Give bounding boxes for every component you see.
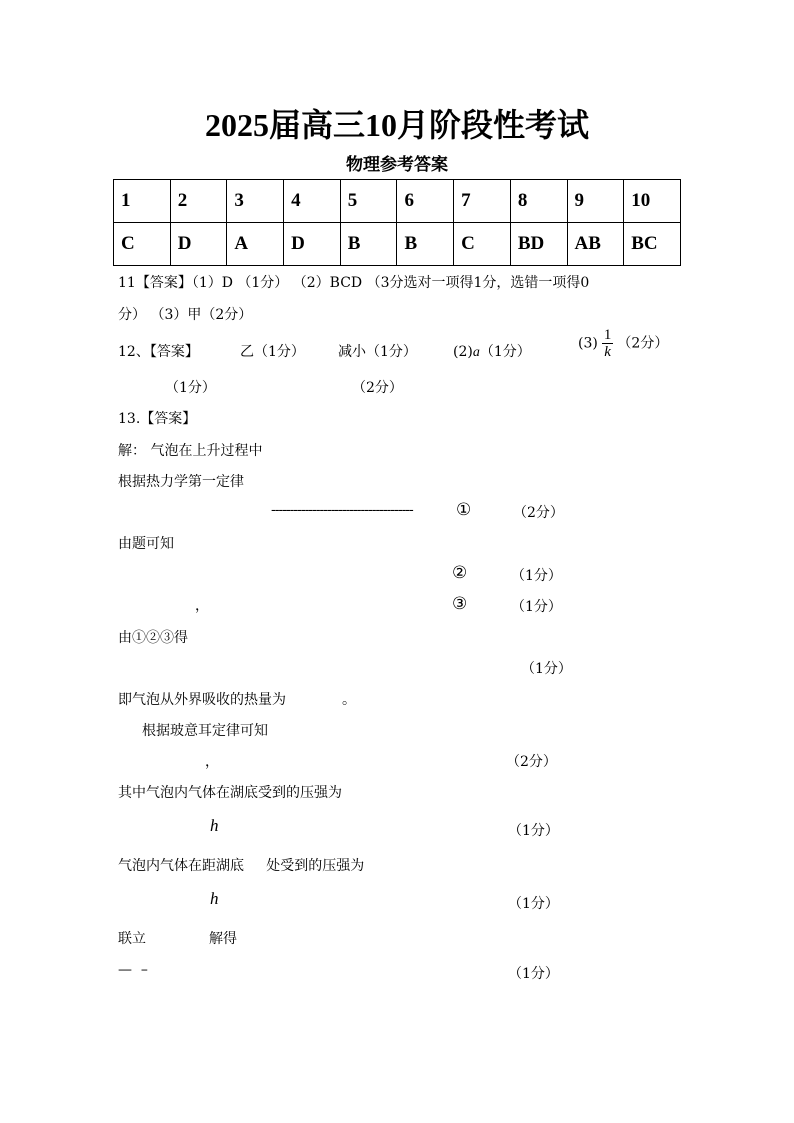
question-number: 7: [454, 180, 511, 223]
circled-3-mark: ③: [452, 594, 468, 614]
question-number: 8: [510, 180, 567, 223]
circled-1-mark: ①: [456, 500, 472, 520]
q13-score7: （1分）: [508, 896, 559, 912]
answer-cell: C: [114, 223, 171, 266]
answer-cell: B: [397, 223, 454, 266]
answer-table: [113, 179, 681, 266]
question-number: 2: [170, 180, 227, 223]
q12-part4: [578, 327, 668, 360]
answer-cell: BD: [510, 223, 567, 266]
q13-solve-line: 解： 气泡在上升过程中: [118, 443, 263, 459]
answer-cell: BC: [624, 223, 681, 266]
q12-part4-fraction: [602, 327, 613, 360]
page-subtitle: 物理参考答案: [346, 155, 448, 175]
q12-part1: 乙（1分）: [240, 344, 305, 360]
q12-part3-prefix: (2): [453, 344, 473, 360]
q13-score3: （1分）: [511, 599, 562, 615]
question-number: 6: [397, 180, 454, 223]
question-number: 4: [284, 180, 341, 223]
question-number: 9: [567, 180, 624, 223]
answer-table-number-row: [114, 180, 681, 223]
q13-score1: （2分）: [513, 505, 564, 521]
answer-cell: C: [454, 223, 511, 266]
q13-known: 由题可知: [118, 536, 174, 552]
q12-part2: 减小（1分）: [338, 344, 417, 360]
circled-2-mark: ②: [452, 563, 468, 583]
answer-table-answer-row: [114, 223, 681, 266]
q13-from-123: 由①②③得: [118, 630, 188, 646]
q13-combine: 联立: [118, 931, 146, 947]
q12-sub-score2: （2分）: [352, 380, 403, 396]
q13-score5: （2分）: [506, 754, 557, 770]
q13-boyle-law: 根据玻意耳定律可知: [142, 723, 268, 739]
q13-heat-absorbed: 即气泡从外界吸收的热量为: [118, 692, 286, 708]
question-number: 5: [340, 180, 397, 223]
q12-label: 12、【答案】: [118, 344, 199, 360]
q13-score6: （1分）: [508, 823, 559, 839]
page-title: 2025届高三10月阶段性考试: [204, 107, 589, 143]
q13-h-symbol2: h: [210, 889, 219, 908]
q12-part3: [453, 341, 531, 361]
q13-score2: （1分）: [511, 568, 562, 584]
q11-answer-line2: 分） （3）甲（2分）: [118, 307, 253, 323]
question-number: 1: [114, 180, 171, 223]
q13-score4: （1分）: [521, 661, 572, 677]
answer-cell: B: [340, 223, 397, 266]
answer-cell: D: [170, 223, 227, 266]
q13-dash-line: --------------------------------------: [271, 502, 413, 518]
answer-cell: D: [284, 223, 341, 266]
question-number: 10: [624, 180, 681, 223]
question-number: 3: [227, 180, 284, 223]
q13-h-symbol1: h: [210, 816, 219, 835]
q13-solve2: 解得: [209, 931, 237, 947]
q13-comma2: ，: [205, 754, 219, 770]
q12-part3-score: （1分）: [479, 344, 531, 360]
answer-cell: A: [227, 223, 284, 266]
q13-label: 13.【答案】: [118, 411, 197, 427]
q13-period: 。: [342, 692, 356, 708]
q11-answer-line1: 11【答案】（1）D （1分） （2）BCD （3分选对一项得1分，选错一项得0: [118, 275, 590, 291]
fraction-numerator: 1: [603, 327, 612, 343]
q13-score8: （1分）: [508, 966, 559, 982]
answer-cell: AB: [567, 223, 624, 266]
q12-part3-variable: a: [472, 345, 480, 360]
fraction-denominator: k: [604, 344, 611, 360]
q12-sub-score1: （1分）: [165, 380, 216, 396]
q13-pressure-height: 气泡内气体在距湖底 处受到的压强为: [118, 858, 365, 874]
q12-part4-prefix: (3): [578, 335, 598, 352]
q13-comma1: ，: [195, 598, 209, 614]
q13-pressure-bottom: 其中气泡内气体在湖底受到的压强为: [118, 785, 342, 801]
q13-first-law: 根据热力学第一定律: [118, 474, 244, 490]
q13-fraction-bars: — –: [118, 962, 148, 978]
q12-part4-score: （2分）: [617, 335, 669, 352]
